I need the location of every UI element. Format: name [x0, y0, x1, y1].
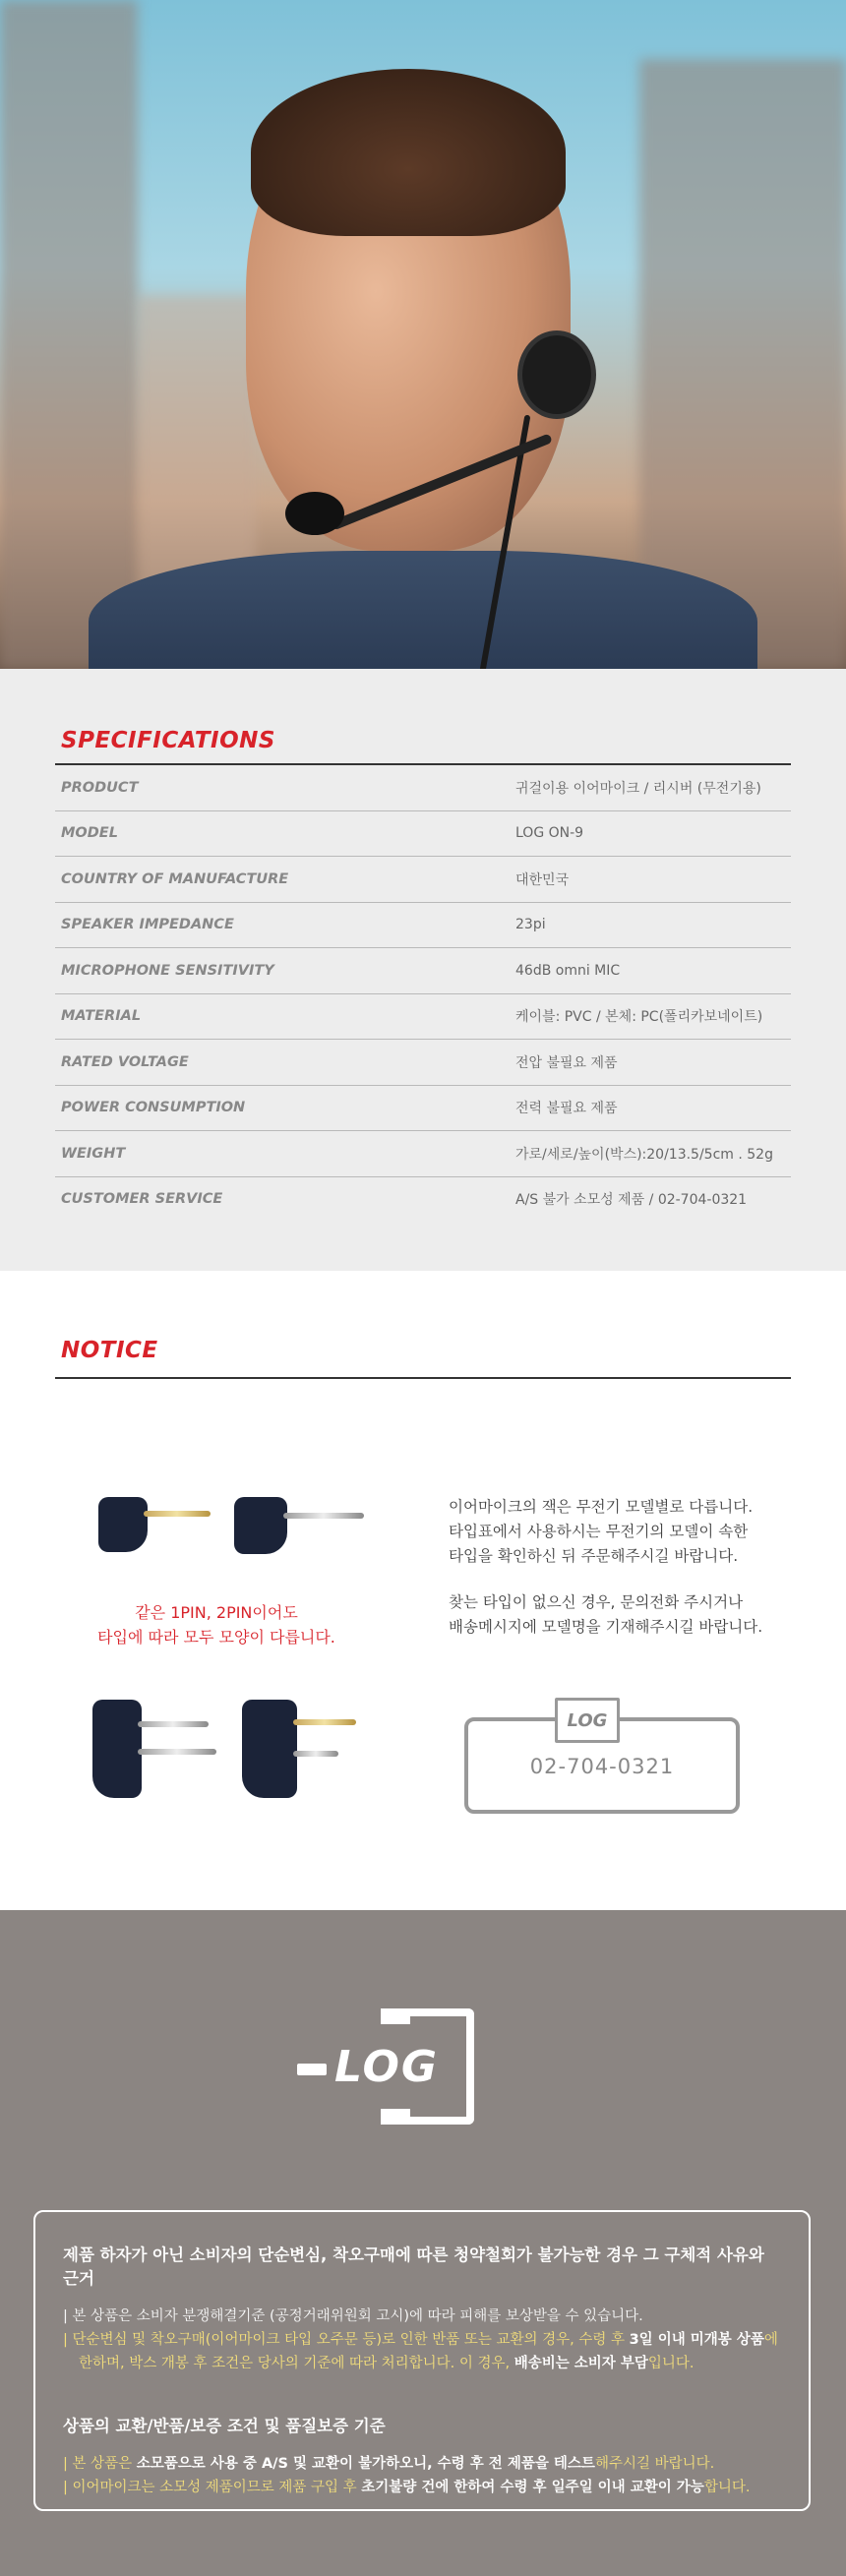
- spec-value: LOG ON-9: [514, 810, 791, 857]
- warning-line: 타입에 따라 모두 모양이 다릅니다.: [97, 1628, 335, 1647]
- spec-value: 전압 불필요 제품: [514, 1040, 791, 1086]
- spec-value: 대한민국: [514, 857, 791, 903]
- spec-value: 전력 불필요 제품: [514, 1085, 791, 1131]
- specifications-title: SPECIFICATIONS: [61, 728, 275, 753]
- spec-value: A/S 불가 소모성 제품 / 02-704-0321: [515, 1192, 748, 1209]
- plug-1pin-type-b: [234, 1489, 372, 1568]
- table-row: [55, 857, 791, 903]
- spec-key: MATERIAL: [55, 993, 514, 1040]
- policy-line: | 본 상품은 소비자 분쟁해결기준 (공정거래위원회 고시)에 따라 피해를 보상받을 수 있습니다.: [63, 2308, 643, 2324]
- background-building: [0, 0, 138, 669]
- table-row: [55, 1176, 791, 1222]
- spec-value: 23pi: [514, 902, 791, 948]
- model-shirt: [89, 551, 757, 669]
- spec-value: 케이블: PVC / 본체: PC(폴리카보네이트): [514, 993, 791, 1040]
- spec-value: 가로/세로/높이(박스):20/13.5/5cm . 52g: [514, 1131, 791, 1177]
- table-row: [55, 948, 791, 994]
- plug-type-warning: [69, 1600, 364, 1649]
- policy-box: [33, 2210, 811, 2511]
- policy-line: 한하며, 박스 개봉 후 조건은 당사의 기준에 따라 처리합니다. 이 경우, 배송비는 소비자 부담입니다.: [79, 2356, 695, 2371]
- table-row: [55, 902, 791, 948]
- policy-heading: 상품의 교환/반품/보증 조건 및 품질보증 기준: [63, 2417, 386, 2435]
- notice-rule: [55, 1377, 791, 1379]
- policy-line: | 이어마이크는 소모성 제품이므로 제품 구입 후 초기불량 건에 한하여 수령 후 일주일 이내 교환이 가능합니다.: [63, 2480, 751, 2495]
- description-paragraph: [449, 1495, 762, 1569]
- plug-2pin-type-a: [92, 1694, 230, 1802]
- notice-description: [449, 1495, 762, 1661]
- table-row: [55, 1131, 791, 1177]
- description-line: 배송메시지에 모델명을 기재해주시길 바랍니다.: [449, 1618, 763, 1636]
- spec-key: COUNTRY OF MANUFACTURE: [55, 857, 514, 903]
- description-line: 타입표에서 사용하시는 무전기의 모델이 속한: [449, 1523, 749, 1540]
- spec-key: RATED VOLTAGE: [55, 1040, 514, 1086]
- policy-line: | 단순변심 및 착오구매(이어마이크 타입 오주문 등)로 인한 반품 또는 교환의 경우, 수령 후 3일 이내 미개봉 상품에: [63, 2332, 778, 2348]
- table-row: [55, 993, 791, 1040]
- hero-image: [0, 0, 846, 669]
- plug-1pin-type-a: [98, 1489, 216, 1568]
- description-paragraph: [449, 1590, 762, 1640]
- specifications-section: [0, 669, 846, 1271]
- description-line: 찾는 타입이 없으신 경우, 문의전화 주시거나: [449, 1593, 744, 1611]
- description-line: 이어마이크의 잭은 무전기 모델별로 다릅니다.: [449, 1498, 754, 1516]
- spec-key: MICROPHONE SENSITIVITY: [55, 948, 514, 994]
- notice-section: [0, 1271, 846, 1910]
- table-row: [55, 1040, 791, 1086]
- logo-text: LOG: [334, 2042, 439, 2092]
- spec-key: WEIGHT: [55, 1131, 514, 1177]
- plug-2pin-type-b: [242, 1694, 380, 1802]
- table-row: [55, 810, 791, 857]
- spec-key: CUSTOMER SERVICE: [61, 1191, 223, 1208]
- spec-value: 46dB omni MIC: [514, 948, 791, 994]
- headset-mic: [285, 492, 344, 535]
- spec-key: MODEL: [55, 810, 514, 857]
- model-hair: [251, 69, 566, 236]
- specifications-table: [55, 765, 791, 1222]
- notice-title: NOTICE: [61, 1338, 158, 1363]
- contact-phone[interactable]: 02-704-0321: [529, 1755, 675, 1778]
- warning-line: 같은 1PIN, 2PIN이어도: [135, 1603, 298, 1622]
- policy-line: | 본 상품은 소모품으로 사용 중 A/S 및 교환이 불가하오니, 수령 후 전 제품을 테스트해주시길 바랍니다.: [63, 2456, 715, 2472]
- contact-box: [464, 1709, 740, 1814]
- spec-key: PRODUCT: [55, 765, 514, 810]
- brand-logo: [297, 2008, 533, 2136]
- logo-dash: [297, 2064, 327, 2075]
- policy-footer: [0, 1910, 846, 2576]
- headset-earpiece: [517, 330, 596, 419]
- description-line: 타입을 확인하신 뒤 주문해주시길 바랍니다.: [449, 1547, 739, 1565]
- table-row: [55, 765, 791, 810]
- spec-key: POWER CONSUMPTION: [55, 1085, 514, 1131]
- table-row: [55, 1085, 791, 1131]
- policy-heading: 제품 하자가 아닌 소비자의 단순변심, 착오구매에 따른 청약철회가 불가능한 경우 그 구체적 사유와 근거: [63, 2246, 764, 2288]
- spec-value: 귀걸이용 이어마이크 / 리시버 (무전기용): [514, 765, 791, 810]
- contact-logo: LOG: [555, 1698, 620, 1743]
- spec-key: SPEAKER IMPEDANCE: [55, 902, 514, 948]
